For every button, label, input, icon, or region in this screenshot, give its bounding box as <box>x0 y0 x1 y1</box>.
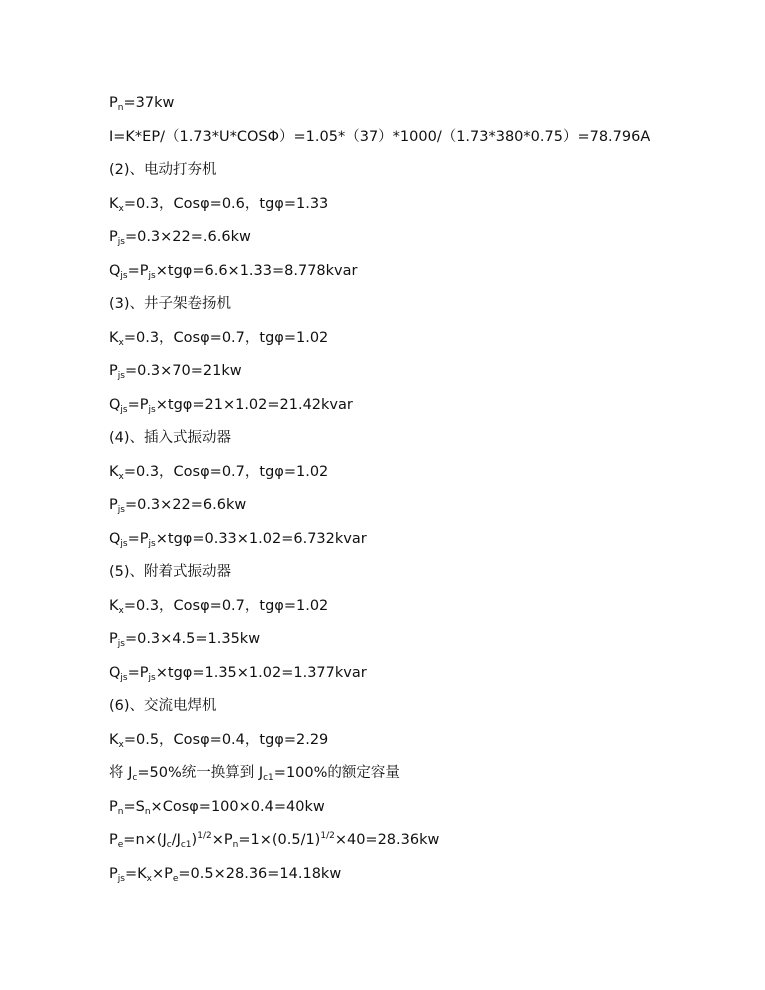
text-segment: ×40=28.36kw <box>334 832 440 848</box>
subscript: n <box>232 840 239 850</box>
text-segment: Q <box>109 530 121 547</box>
text-line <box>109 324 729 358</box>
text-segment: 将 J <box>109 765 133 781</box>
text-segment: =0.3，Cosφ=0.7，tgφ=1.02 <box>123 597 329 614</box>
subscript: e <box>117 840 124 850</box>
text-segment: I=K*EP/（1.73*U*COSΦ）=1.05*（37）*1000/（1.73*380*0.75）=78.796A <box>109 128 651 145</box>
text-line <box>109 89 729 123</box>
subscript: n <box>144 806 151 817</box>
subscript: js <box>148 270 156 281</box>
text-segment: P <box>109 832 118 848</box>
text-segment: (6)、交流电焊机 <box>109 698 217 714</box>
subscript: x <box>118 739 124 750</box>
text-segment: =P <box>127 664 149 681</box>
text-segment: K <box>109 597 119 614</box>
text-segment: =n×(J <box>123 832 167 848</box>
text-line <box>109 357 729 391</box>
text-segment: (2)、电动打夯机 <box>109 162 217 178</box>
calculation-text <box>109 89 729 893</box>
subscript: js <box>117 873 125 884</box>
text-segment: ×tgφ=0.33×1.02=6.732kvar <box>155 530 367 547</box>
subscript: x <box>118 337 124 348</box>
text-segment: =P <box>127 262 149 279</box>
text-line <box>109 659 729 693</box>
text-segment: =0.3×70=21kw <box>124 363 242 379</box>
subscript: c <box>166 840 172 850</box>
text-segment: =S <box>123 798 145 815</box>
text-segment: K <box>109 195 119 212</box>
text-segment: P <box>109 865 118 882</box>
text-segment: =100%的额定容量 <box>273 765 400 781</box>
text-segment: ×tgφ=1.35×1.02=1.377kvar <box>155 664 367 681</box>
text-line <box>109 424 729 458</box>
text-segment: Q <box>109 664 121 681</box>
subscript: c1 <box>180 840 192 850</box>
subscript: c <box>132 773 138 783</box>
text-segment: (3)、井子架卷扬机 <box>109 296 232 312</box>
text-segment: ×P <box>211 832 233 848</box>
text-segment: =50%统一换算到 J <box>137 765 264 781</box>
subscript: js <box>120 404 128 415</box>
subscript: js <box>148 538 156 549</box>
subscript: n <box>117 103 124 113</box>
text-segment: =P <box>127 530 149 547</box>
text-line <box>109 860 729 894</box>
subscript: js <box>148 404 156 415</box>
text-segment: ×P <box>151 865 173 882</box>
text-line <box>109 692 729 726</box>
subscript: js <box>117 371 125 381</box>
subscript: x <box>118 471 124 482</box>
text-segment: P <box>109 95 118 111</box>
text-segment: =0.3，Cosφ=0.7，tgφ=1.02 <box>123 463 329 480</box>
text-line <box>109 625 729 659</box>
text-line <box>109 793 729 827</box>
text-line <box>109 491 729 525</box>
text-segment: K <box>109 329 119 346</box>
text-segment: =0.3×22=.6.6kw <box>124 229 251 245</box>
text-segment: ×tgφ=21×1.02=21.42kvar <box>155 396 353 413</box>
text-segment: ×tgφ=6.6×1.33=8.778kvar <box>155 262 358 279</box>
text-line <box>109 592 729 626</box>
subscript: x <box>146 873 152 884</box>
text-segment: K <box>109 463 119 480</box>
text-segment: P <box>109 798 118 815</box>
text-line <box>109 257 729 291</box>
text-segment: P <box>109 229 118 245</box>
text-line <box>109 558 729 592</box>
superscript: 1/2 <box>197 831 212 841</box>
subscript: js <box>117 639 125 649</box>
text-segment: (4)、插入式振动器 <box>109 430 232 446</box>
text-segment: =37kw <box>123 95 175 111</box>
text-segment: ) <box>191 832 198 848</box>
superscript: 1/2 <box>320 831 335 841</box>
text-line <box>109 156 729 190</box>
text-line <box>109 123 729 157</box>
text-segment: =0.5×28.36=14.18kw <box>178 865 342 882</box>
subscript: e <box>172 873 179 884</box>
subscript: js <box>120 538 128 549</box>
text-line <box>109 525 729 559</box>
subscript: x <box>118 203 124 214</box>
text-segment: =0.3×22=6.6kw <box>124 497 247 513</box>
text-segment: ×Cosφ=100×0.4=40kw <box>150 798 325 815</box>
text-line <box>109 290 729 324</box>
subscript: js <box>120 270 128 281</box>
text-segment: =0.3×4.5=1.35kw <box>124 631 261 647</box>
subscript: js <box>120 672 128 683</box>
text-line <box>109 726 729 760</box>
text-segment: =P <box>127 396 149 413</box>
text-segment: Q <box>109 396 121 413</box>
text-line <box>109 458 729 492</box>
text-segment: =0.3，Cosφ=0.6，tgφ=1.33 <box>123 195 329 212</box>
text-segment: =1×(0.5/1) <box>238 832 321 848</box>
text-line <box>109 190 729 224</box>
text-segment: P <box>109 631 118 647</box>
subscript: x <box>118 605 124 616</box>
text-line <box>109 223 729 257</box>
subscript: n <box>117 806 124 817</box>
text-segment: P <box>109 363 118 379</box>
text-segment: /J <box>171 832 181 848</box>
subscript: js <box>148 672 156 683</box>
text-segment: =0.5，Cosφ=0.4，tgφ=2.29 <box>123 731 329 748</box>
text-segment: =0.3，Cosφ=0.7，tgφ=1.02 <box>123 329 329 346</box>
text-line <box>109 391 729 425</box>
subscript: js <box>117 237 125 247</box>
text-segment: P <box>109 497 118 513</box>
text-line <box>109 826 729 860</box>
subscript: js <box>117 505 125 515</box>
subscript: c1 <box>263 773 274 783</box>
text-segment: =K <box>124 865 147 882</box>
text-segment: K <box>109 731 119 748</box>
text-segment: (5)、附着式振动器 <box>109 564 232 580</box>
text-segment: Q <box>109 262 121 279</box>
text-line <box>109 759 729 793</box>
